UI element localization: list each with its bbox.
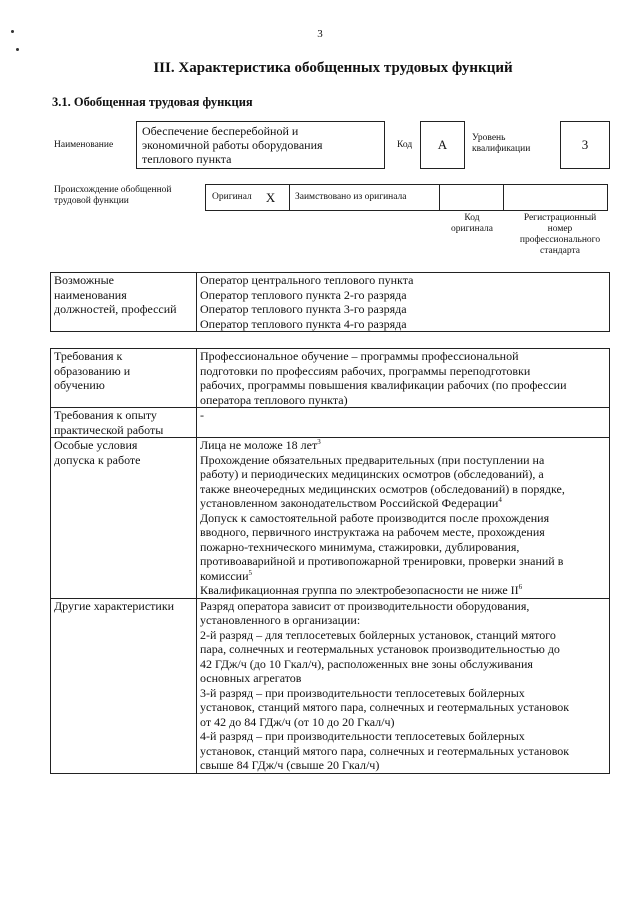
education-label-line: Требования к [54,349,123,363]
table-row [51,598,610,773]
education-label-cell [51,349,197,408]
special-value-line [200,583,606,598]
other-value-line: 2-й разряд – для теплосетевых бойлерных установок, станций мятого [200,627,556,642]
other-value-line: свыше 84 ГДж/ч (свыше 20 Гкал/ч) [200,758,380,772]
special-value-text: Квалификационная группа по электробезопасности не ниже II [200,583,519,597]
origin-row [205,184,608,211]
positions-label-line: должностей, профессий [54,302,177,316]
special-value-cell [197,438,610,599]
positions-label-cell [51,273,197,332]
footnote-mark: 6 [518,583,523,591]
education-label-line: образованию и [54,363,131,378]
position-item: Оператор теплового пункта 3-го разряда [200,302,407,316]
reg-caption-line: стандарта [540,246,580,256]
subsection-title: 3.1. Обобщенная трудовая функция [52,95,253,109]
other-value-line: установок, станций мятого пара, солнечных и геотермальных установок [200,700,570,714]
special-label-line: допуска к работе [54,452,141,467]
positions-table [50,272,610,332]
reg-caption-line: Регистрационный [523,213,597,223]
origin-label-line: трудовой функции [54,196,129,206]
code-value: А [420,121,465,169]
education-value-cell [197,349,610,408]
page-number: 3 [317,28,323,40]
other-value-line: Разряд оператора зависит от производительности оборудования, [200,598,530,613]
special-label-cell [51,438,197,599]
footnote-mark: 4 [498,496,502,504]
other-value-line: основных агрегатов [200,671,302,685]
experience-label-cell [51,408,197,438]
code-caption [444,213,500,235]
scan-mark [16,48,19,51]
origin-label [54,185,172,207]
education-value-line: рабочих, программы повышения квалификации рабочих (по профессии [200,378,567,392]
education-value-line: Профессиональное обучение – программы профессиональной [200,349,519,363]
special-value-line: вводного, первичного инструктажа на рабочем месте, прохождения [200,525,545,539]
section-title: III. Характеристика обобщенных трудовых функций [153,60,513,76]
function-name-box [136,121,385,169]
code-label: Код [397,140,413,150]
original-cell [206,185,290,210]
reg-caption [510,213,610,257]
function-name-line: Обеспечение бесперебойной и [142,124,299,138]
special-value-line [200,496,606,511]
original-code-cell [440,185,504,210]
origin-label-line: Происхождение обобщенной [54,185,172,195]
requirements-table [50,348,610,774]
reg-caption-line: номер [547,224,573,234]
level-label-line: квалификации [472,144,531,154]
position-item: Оператор центрального теплового пункта [200,273,414,287]
other-value-line: пара, солнечных и геотермальных установок производительностью до [200,642,560,656]
special-value-line: Прохождение обязательных предварительных (при поступлении на [200,452,545,467]
special-value-text: Лица не моложе 18 лет [200,438,318,452]
level-label [472,133,530,155]
reg-number-cell [504,185,607,210]
borrowed-cell [290,185,440,210]
level-value: 3 [560,121,610,169]
other-value-line: установленного в организации: [200,613,361,627]
experience-value-cell: - [197,408,610,438]
table-row [51,438,610,599]
education-label-line: обучению [54,378,105,392]
special-value-text: комиссии [200,568,249,583]
reg-caption-line: профессионального [519,235,601,245]
name-label: Наименование [54,140,114,150]
code-caption-line: Код [464,213,480,223]
experience-label-line: практической работы [54,422,164,437]
other-value-line: установок, станций мятого пара, солнечных и геотермальных установок [200,743,570,758]
special-label-line: Особые условия [54,438,138,452]
special-value-line: работу) и периодических медицинских осмотров (обследований), а [200,467,544,481]
special-value-line: пожарно-технического минимума, стажировки, дублирования, [200,539,520,554]
position-item: Оператор теплового пункта 4-го разряда [200,316,407,331]
code-caption-line: оригинала [451,224,493,234]
special-value-line [200,438,606,453]
table-row [51,408,610,438]
positions-label-line: наименования [54,287,127,302]
original-mark: X [265,190,276,205]
footnote-mark: 5 [248,568,253,577]
other-value-line: 42 ГДж/ч (до 10 Гкал/ч), расположенных вне зоны обслуживания [200,656,533,671]
other-value-line: от 42 до 84 ГДж/ч (от 10 до 20 Гкал/ч) [200,714,395,729]
special-value-text: установленном законодательством Российской Федерации [200,496,499,510]
education-value-line: оператора теплового пункта) [200,392,348,407]
other-label-cell: Другие характеристики [51,598,197,773]
other-value-line: 4-й разряд – при производительности теплосетевых бойлерных [200,729,525,743]
special-value-line [200,569,606,584]
special-value-line: Допуск к самостоятельной работе производится после прохождения [200,510,550,525]
positions-value-cell [197,273,610,332]
position-item: Оператор теплового пункта 2-го разряда [200,287,407,302]
table-row [51,273,610,332]
original-label: Оригинал [212,192,252,202]
borrowed-label: Заимствовано из оригинала [295,192,407,202]
function-name-line: теплового пункта [142,152,232,166]
table-row [51,349,610,408]
experience-label-line: Требования к опыту [54,408,157,422]
positions-label-line: Возможные [54,273,114,287]
other-value-cell [197,598,610,773]
footnote-mark: 3 [317,438,321,446]
education-value-line: подготовки по профессиям рабочих, программы переподготовки [200,363,531,378]
special-value-line: противоаварийной и противопожарной тренировки, проверки знаний в [200,554,564,568]
special-value-line: также внеочередных медицинских осмотров (обследований) в порядке, [200,481,565,496]
level-label-line: Уровень [472,133,506,143]
other-value-line: 3-й разряд – при производительности теплосетевых бойлерных [200,685,525,700]
function-name-line: экономичной работы оборудования [142,138,323,152]
